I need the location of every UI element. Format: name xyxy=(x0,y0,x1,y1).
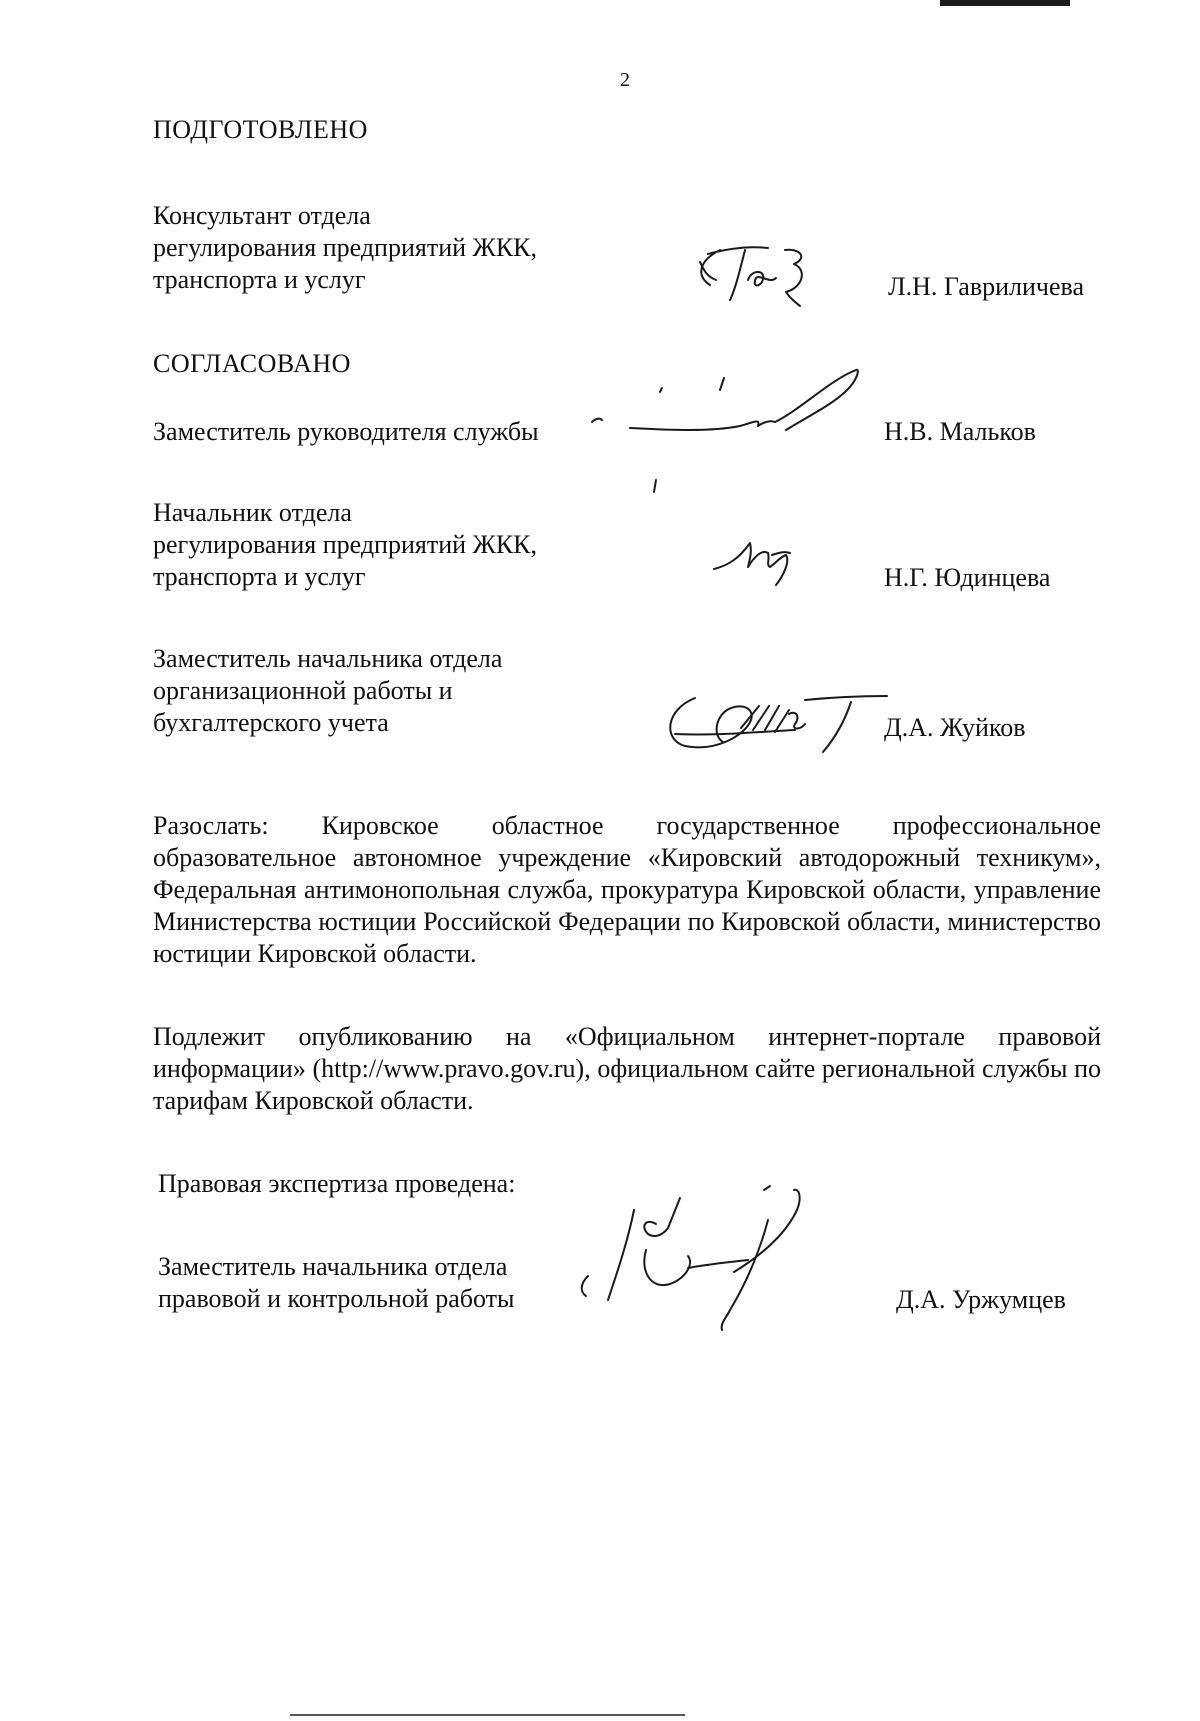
position-line: регулирования предприятий ЖКК, xyxy=(153,233,538,262)
distribution-paragraph: Разослать: Кировское областное государственное профессиональное образовательное автономное учреждение «Кировский автодорожный техникум», Федеральная антимонопольная служба, прокуратура Кировской области, управление Министерства юстиции Российской Федерации по Кировской области, министерство юстиции Кировской области. xyxy=(153,811,1101,968)
position-line: Начальник отдела xyxy=(153,498,352,527)
prepared-position xyxy=(153,200,537,296)
signer-name: Д.А. Жуйков xyxy=(884,713,1026,742)
legal-review-position xyxy=(158,1251,514,1315)
signature-urzhumtsev xyxy=(570,1180,850,1340)
signer-name: Н.Г. Юдинцева xyxy=(884,563,1051,592)
signer-name: Л.Н. Гавриличева xyxy=(888,272,1085,301)
position-line: Заместитель руководителя службы xyxy=(153,417,539,446)
position-line: бухгалтерского учета xyxy=(153,708,389,737)
agreed-position-1 xyxy=(153,416,539,448)
position-line: Заместитель начальника отдела xyxy=(153,644,503,673)
signer-name: Д.А. Уржумцев xyxy=(896,1285,1066,1314)
signature-zhuikov xyxy=(655,680,895,760)
position-line: Заместитель начальника отдела xyxy=(158,1252,508,1281)
agreed-position-2 xyxy=(153,497,537,593)
signer-name: Н.В. Мальков xyxy=(884,417,1036,446)
page-number: 2 xyxy=(620,69,630,91)
legal-review-heading: Правовая экспертиза проведена: xyxy=(158,1169,516,1198)
scan-mark xyxy=(940,0,1070,6)
position-line: регулирования предприятий ЖКК, xyxy=(153,530,538,559)
publication-paragraph: Подлежит опубликованию на «Официальном интернет-портале правовой информации» (http://www.pravo.gov.ru), официальном сайте региональной службы по тарифам Кировской области. xyxy=(153,1022,1101,1115)
position-line: правовой и контрольной работы xyxy=(158,1284,515,1313)
position-line: транспорта и услуг xyxy=(153,562,366,591)
signature-gavrilicheva xyxy=(690,240,830,315)
signature-malkov xyxy=(590,360,870,500)
position-line: организационной работы и xyxy=(153,676,453,705)
prepared-heading: ПОДГОТОВЛЕНО xyxy=(153,115,368,144)
bottom-rule xyxy=(290,1714,685,1716)
position-line: Консультант отдела xyxy=(153,201,371,230)
agreed-position-3 xyxy=(153,643,502,739)
agreed-heading: СОГЛАСОВАНО xyxy=(153,349,351,378)
position-line: транспорта и услуг xyxy=(153,265,366,294)
signature-yudintseva xyxy=(710,535,830,595)
